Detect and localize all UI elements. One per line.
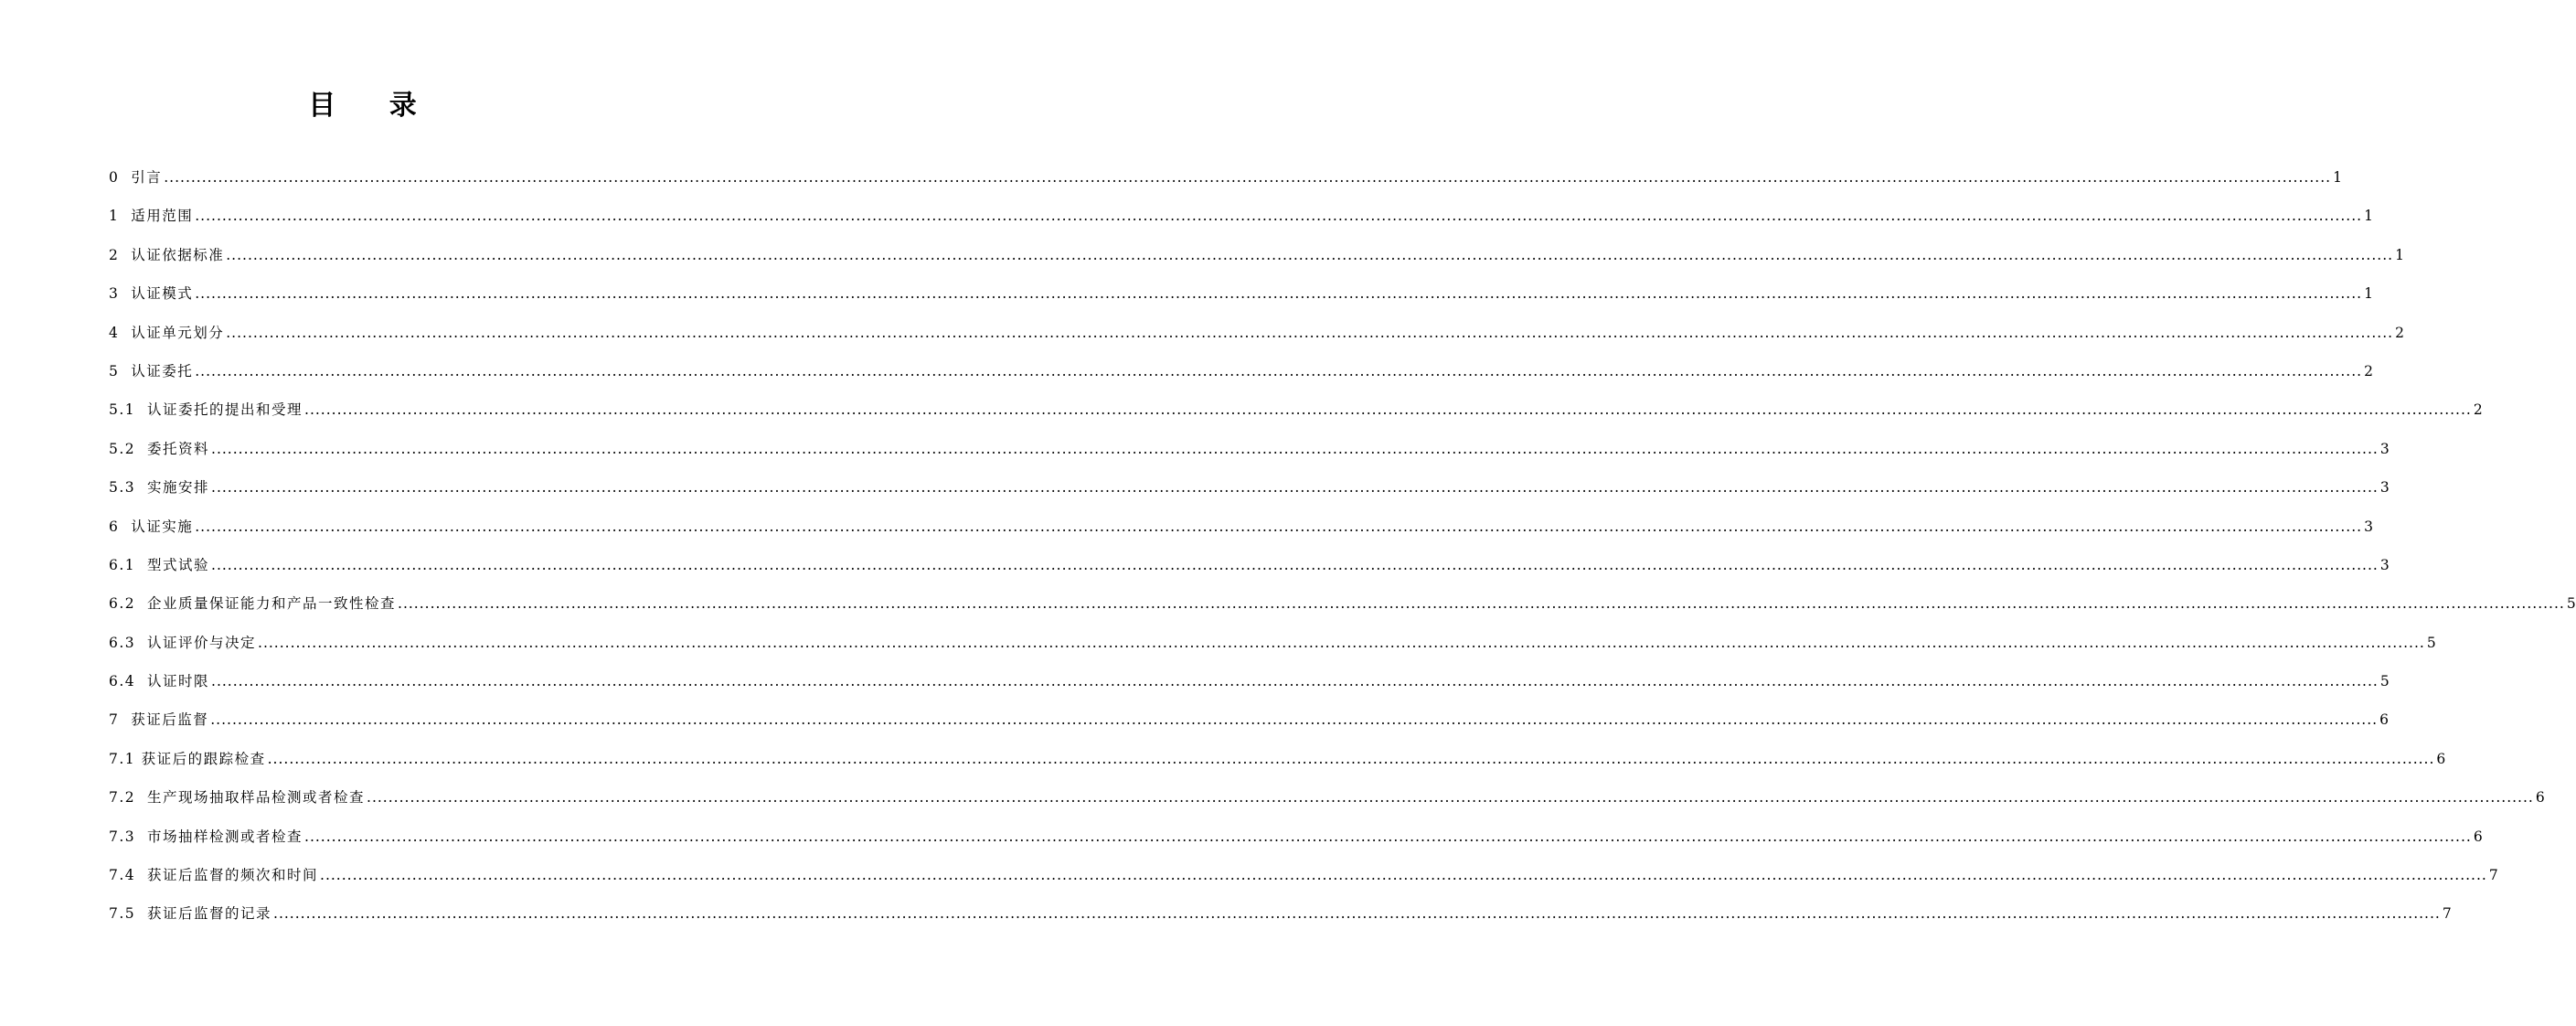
toc-entry-label: 认证单元划分 bbox=[131, 324, 225, 341]
toc-entry-number: 6.2 bbox=[109, 595, 136, 613]
toc-entry-page-number: 1 bbox=[2364, 208, 2373, 225]
dot-leader: ................................................................................................................................................................................................................................................................................................................................................................................................................ bbox=[398, 595, 2565, 613]
toc-entry-label: 获证后的跟踪检查 bbox=[141, 750, 266, 767]
toc-entry-number: 1 bbox=[109, 208, 120, 225]
toc-entry-page-number: 6 bbox=[2473, 828, 2483, 845]
toc-entry-number: 7.1 bbox=[109, 750, 136, 767]
dot-leader: ................................................................................................................................................................................................................................................................................................................................................................................................................ bbox=[211, 673, 2379, 690]
toc-entry-number: 5.3 bbox=[109, 479, 136, 497]
toc-entry-label: 认证委托的提出和受理 bbox=[147, 401, 303, 419]
page-title: 目 录 bbox=[308, 90, 439, 122]
toc-entry[interactable] bbox=[109, 508, 2373, 546]
toc-entry-number: 4 bbox=[109, 324, 120, 341]
toc-entry-page-number: 6 bbox=[2379, 711, 2389, 729]
toc-entry-page-number: 7 bbox=[2442, 905, 2452, 923]
toc-entry[interactable] bbox=[109, 314, 2404, 352]
toc-entry-page-number: 5 bbox=[2566, 595, 2576, 613]
toc-entry-number: 6.1 bbox=[109, 556, 136, 573]
dot-leader: ................................................................................................................................................................................................................................................................................................................................................................................................................ bbox=[258, 634, 2425, 651]
dot-leader: ................................................................................................................................................................................................................................................................................................................................................................................................................ bbox=[195, 362, 2363, 379]
toc-entry-page-number: 2 bbox=[2364, 362, 2373, 379]
toc-entry[interactable] bbox=[109, 274, 2373, 313]
toc-entry-label: 认证模式 bbox=[131, 285, 194, 303]
toc-entry[interactable] bbox=[109, 624, 2436, 662]
toc-entry[interactable] bbox=[109, 468, 2390, 507]
dot-leader: ................................................................................................................................................................................................................................................................................................................................................................................................................ bbox=[195, 518, 2363, 535]
toc-entry-label: 市场抽样检测或者检查 bbox=[147, 828, 303, 845]
dot-leader: ................................................................................................................................................................................................................................................................................................................................................................................................................ bbox=[211, 440, 2379, 457]
dot-leader: ................................................................................................................................................................................................................................................................................................................................................................................................................ bbox=[226, 246, 2394, 263]
toc-entry-number: 7.3 bbox=[109, 828, 136, 845]
dot-leader: ................................................................................................................................................................................................................................................................................................................................................................................................................ bbox=[367, 789, 2534, 807]
dot-leader: ................................................................................................................................................................................................................................................................................................................................................................................................................ bbox=[195, 208, 2363, 225]
table-of-contents bbox=[109, 158, 2576, 934]
toc-entry[interactable] bbox=[109, 352, 2373, 390]
toc-entry-page-number: 3 bbox=[2379, 556, 2390, 573]
toc-entry-label: 获证后监督 bbox=[131, 711, 209, 729]
toc-entry-page-number: 6 bbox=[2535, 789, 2545, 807]
toc-entry-number: 7.4 bbox=[109, 867, 136, 884]
toc-entry-page-number: 6 bbox=[2436, 750, 2446, 767]
toc-entry[interactable] bbox=[109, 856, 2498, 894]
toc-entry-page-number: 7 bbox=[2488, 867, 2498, 884]
toc-entry-number: 5 bbox=[109, 362, 120, 379]
toc-entry-label: 获证后监督的记录 bbox=[147, 905, 272, 923]
toc-entry-number: 6 bbox=[109, 518, 120, 535]
toc-entry[interactable] bbox=[109, 740, 2446, 778]
dot-leader: ................................................................................................................................................................................................................................................................................................................................................................................................................ bbox=[211, 556, 2379, 573]
toc-entry-page-number: 3 bbox=[2379, 479, 2390, 497]
toc-entry-label: 实施安排 bbox=[147, 479, 210, 497]
toc-entry-number: 0 bbox=[109, 169, 120, 186]
toc-entry-number: 7 bbox=[109, 711, 120, 729]
toc-entry-page-number: 1 bbox=[2395, 246, 2404, 263]
toc-entry-label: 认证时限 bbox=[147, 673, 210, 690]
dot-leader: ................................................................................................................................................................................................................................................................................................................................................................................................................ bbox=[320, 867, 2487, 884]
toc-entry-page-number: 5 bbox=[2426, 634, 2436, 651]
toc-entry-label: 型式试验 bbox=[147, 556, 210, 573]
toc-entry[interactable] bbox=[109, 894, 2452, 933]
dot-leader: ................................................................................................................................................................................................................................................................................................................................................................................................................ bbox=[210, 711, 2379, 729]
toc-entry-label: 生产现场抽取样品检测或者检查 bbox=[147, 789, 366, 807]
toc-entry-number: 7.2 bbox=[109, 789, 136, 807]
dot-leader: ................................................................................................................................................................................................................................................................................................................................................................................................................ bbox=[273, 905, 2441, 923]
toc-entry-number: 5.1 bbox=[109, 401, 136, 419]
dot-leader: ................................................................................................................................................................................................................................................................................................................................................................................................................ bbox=[226, 324, 2394, 341]
toc-entry[interactable] bbox=[109, 778, 2545, 817]
toc-entry-page-number: 1 bbox=[2364, 285, 2373, 303]
toc-entry-label: 适用范围 bbox=[131, 208, 194, 225]
toc-entry[interactable] bbox=[109, 546, 2390, 584]
toc-entry-page-number: 2 bbox=[2473, 401, 2483, 419]
toc-entry-label: 获证后监督的频次和时间 bbox=[147, 867, 319, 884]
toc-entry[interactable] bbox=[109, 700, 2389, 739]
toc-entry[interactable] bbox=[109, 236, 2404, 274]
toc-entry-label: 企业质量保证能力和产品一致性检查 bbox=[147, 595, 397, 613]
toc-entry-page-number: 5 bbox=[2379, 673, 2390, 690]
toc-entry-label: 引言 bbox=[131, 169, 163, 186]
toc-entry-page-number: 2 bbox=[2395, 324, 2404, 341]
toc-entry-number: 3 bbox=[109, 285, 120, 303]
dot-leader: ................................................................................................................................................................................................................................................................................................................................................................................................................ bbox=[164, 169, 2332, 186]
toc-entry-page-number: 3 bbox=[2364, 518, 2373, 535]
dot-leader: ................................................................................................................................................................................................................................................................................................................................................................................................................ bbox=[195, 285, 2363, 303]
toc-entry-page-number: 1 bbox=[2333, 169, 2342, 186]
toc-entry-number: 5.2 bbox=[109, 440, 136, 457]
dot-leader: ................................................................................................................................................................................................................................................................................................................................................................................................................ bbox=[304, 828, 2472, 845]
toc-entry-number: 2 bbox=[109, 246, 120, 263]
toc-entry[interactable] bbox=[109, 158, 2342, 197]
toc-entry-label: 委托资料 bbox=[147, 440, 210, 457]
dot-leader: ................................................................................................................................................................................................................................................................................................................................................................................................................ bbox=[211, 479, 2379, 497]
toc-entry[interactable] bbox=[109, 818, 2483, 856]
toc-entry-label: 认证评价与决定 bbox=[147, 634, 257, 651]
toc-entry-number: 6.4 bbox=[109, 673, 136, 690]
toc-entry-number: 6.3 bbox=[109, 634, 136, 651]
toc-entry-label: 认证实施 bbox=[131, 518, 194, 535]
toc-entry-label: 认证依据标准 bbox=[131, 246, 225, 263]
toc-entry[interactable] bbox=[109, 197, 2373, 235]
toc-entry[interactable] bbox=[109, 662, 2390, 700]
toc-entry[interactable] bbox=[109, 390, 2483, 429]
toc-entry-number: 7.5 bbox=[109, 905, 136, 923]
dot-leader: ................................................................................................................................................................................................................................................................................................................................................................................................................ bbox=[267, 750, 2435, 767]
toc-entry-label: 认证委托 bbox=[131, 362, 194, 379]
toc-entry-page-number: 3 bbox=[2379, 440, 2390, 457]
toc-entry[interactable] bbox=[109, 584, 2576, 623]
dot-leader: ................................................................................................................................................................................................................................................................................................................................................................................................................ bbox=[304, 401, 2472, 419]
toc-entry[interactable] bbox=[109, 430, 2390, 468]
